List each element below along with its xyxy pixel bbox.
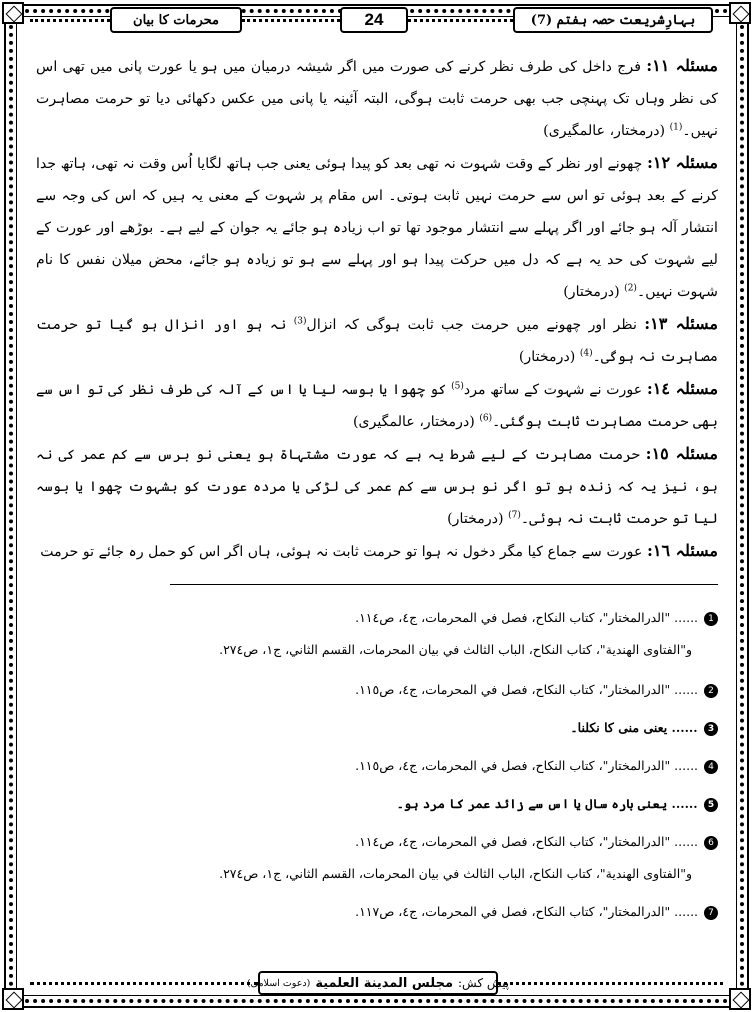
footnote-text: ...... "الدرالمختار"، كتاب النكاح، فصل في المحرمات، ج٤، ص١١٥.: [355, 682, 699, 697]
masala-label: مسئلہ ١٢:: [646, 153, 718, 172]
footer-divider: [30, 982, 258, 987]
footnote-number: 6: [704, 836, 718, 850]
masala-text: فرج داخل کی طرف نظر کرنے کی صورت میں اگر شیشہ درمیان میں ہو یا عورت پانی میں تھی اس کی نظر وہاں تک پہنچی جب بھی حرمت ثابت ہوگی، البتہ آئینہ یا پانی میں عکس دکھائی دیا تو حرمت مصاہرت نہیں۔: [36, 59, 718, 139]
footnote-number: 4: [704, 760, 718, 774]
body-text: [36, 50, 718, 568]
masala-text-continued: کو چھوا یا بوسہ لیا یا اس کے آلہ کی طرف نظر کی تو اس سے بھی حرمت مصاہرت ثابت ہوگئی۔: [36, 382, 718, 430]
footnote-3: [570, 720, 718, 736]
masala-label: مسئلہ ١٦:: [646, 541, 718, 560]
footnote-2: [355, 682, 718, 698]
header-divider: [242, 19, 340, 24]
masala-text: عورت سے جماع کیا مگر دخول نہ ہوا تو حرمت ثابت نہ ہوئی، ہاں اگر اس کو حمل رہ جائے تو حرمت: [40, 544, 643, 560]
publisher-name: مجلس المدينة العلمية: [315, 975, 453, 991]
masala-text: عورت نے شہوت کے ساتھ مرد: [463, 382, 643, 398]
footnote-5: [397, 796, 718, 812]
footnote-number: 7: [704, 906, 718, 920]
footnote-text: ...... یعنی بارہ سال یا اس سے زائد عمر کا مرد ہو۔: [396, 796, 698, 811]
masala-text: حرمت مصاہرت کے لیے شرط یہ ہے کہ عورت مشتہاۃ ہو یعنی نو برس سے کم عمر کی نہ ہو، نیز یہ کہ زندہ ہو تو اگر نو برس سے کم عمر کی لڑکی یا مردہ عورت کو بشہوت چھوا یا بوسہ لیا تو حرمت ثابت نہ ہوئی۔: [36, 447, 718, 527]
source-reference: (درمختار): [447, 511, 504, 527]
footnote-text: ...... "الدرالمختار"، كتاب النكاح، فصل في المحرمات، ج٤، ص١١٧.: [355, 904, 699, 919]
header-divider: [30, 19, 110, 24]
footnote-6-continued: [219, 866, 692, 881]
masala-label: مسئلہ ١٥:: [645, 444, 718, 463]
masala-12: [36, 147, 718, 308]
header-divider: [408, 19, 513, 24]
page-footer: [0, 968, 753, 998]
masala-text: چھونے اور نظر کے وقت شہوت نہ تھی بعد کو پیدا ہوئی یعنی جب ہاتھ لگایا اُس وقت نہ تھی، ہاتھ جدا کرنے کے بعد ہوئی تو اس سے حرمت نہیں ثابت ہوتی۔ اس مقام پر شہوت کے معنی یہ ہیں کہ اس کی وجہ سے انتشار آلہ ہو جائے اور اگر پہلے سے انتشار موجود تھا تو اب زیادہ ہو جائے یہ جوان کے لیے ہے۔ بوڑھے اور عورت کے لیے شہوت کی حد یہ ہے کہ دل میں حرکت پیدا ہو اور پہلے سے ہو تو زیادہ ہو جائے، محض میلان نفس کا نام شہوت نہیں۔: [36, 156, 718, 300]
masala-11: [36, 50, 718, 147]
footnote-marker: (5): [451, 381, 464, 392]
masala-16: [36, 535, 718, 568]
source-reference: (درمختار، عالمگیری): [543, 123, 666, 139]
chapter-title: محرمات کا بیان: [110, 7, 242, 33]
footnote-number: 5: [704, 798, 718, 812]
footnote-number: 2: [704, 684, 718, 698]
footnote-text: و"الفتاوى الهندية"، كتاب النكاح، الباب الثالث في بيان المحرمات، القسم الثاني، ج١، ص٢٧٤.: [219, 642, 692, 657]
footnote-text: ...... "الدرالمختار"، كتاب النكاح، فصل في المحرمات، ج٤، ص١١٤.: [355, 834, 699, 849]
footer-prefix: پیش کش:: [458, 976, 510, 990]
masala-label: مسئلہ ١٤:: [646, 379, 719, 398]
publisher-suffix: (دعوت اسلامی): [246, 977, 311, 989]
footnote-7: [355, 904, 718, 920]
masala-label: مسئلہ ١٣:: [644, 314, 718, 333]
footnote-1-continued: [219, 642, 692, 657]
masala-text: نظر اور چھونے میں حرمت جب ثابت ہوگی کہ انزال: [306, 317, 637, 333]
footnote-marker: (2): [624, 283, 637, 294]
book-title: بہارِشریعت حصہ ہفتم (7): [513, 7, 713, 33]
source-reference: (درمختار، عالمگیری): [352, 414, 475, 430]
footnote-text: و"الفتاوى الهندية"، كتاب النكاح، الباب الثالث في بيان المحرمات، القسم الثاني، ج١، ص٢٧٤.: [219, 866, 692, 881]
masala-14: [36, 373, 718, 438]
footnote-marker: (3): [293, 316, 307, 327]
footnote-divider: [170, 584, 718, 585]
footer-divider: [498, 982, 723, 987]
masala-15: [36, 438, 718, 535]
source-reference: (درمختار): [563, 284, 620, 300]
footnote-text: ...... "الدرالمختار"، كتاب النكاح، فصل في المحرمات، ج٤، ص١١٥.: [355, 758, 699, 773]
footnote-text: ...... "الدرالمختار"، كتاب النكاح، فصل في المحرمات، ج٤، ص١١٤.: [355, 610, 699, 625]
footnote-marker: (4): [579, 348, 593, 359]
footnote-marker: (7): [508, 510, 521, 521]
masala-label: مسئلہ ١١:: [646, 56, 718, 75]
page-number: 24: [340, 7, 408, 33]
masala-text-continued: نہ ہو اور انزال ہو گیا تو حرمت مصاہرت نہ ہوگی۔: [36, 317, 718, 365]
source-reference: (درمختار): [518, 349, 576, 365]
footnote-text: ...... یعنی منی کا نکلنا۔: [570, 720, 698, 735]
footnote-number: 3: [704, 722, 718, 736]
footnote-4: [355, 758, 718, 774]
footnote-6: [355, 834, 718, 850]
page-header: [0, 3, 753, 37]
footnote-marker: (6): [479, 413, 493, 424]
footnote-marker: (1): [669, 122, 683, 133]
footnote-1: [355, 610, 718, 626]
masala-13: [36, 308, 718, 373]
publisher-box: [246, 971, 510, 995]
footnote-number: 1: [704, 612, 718, 626]
